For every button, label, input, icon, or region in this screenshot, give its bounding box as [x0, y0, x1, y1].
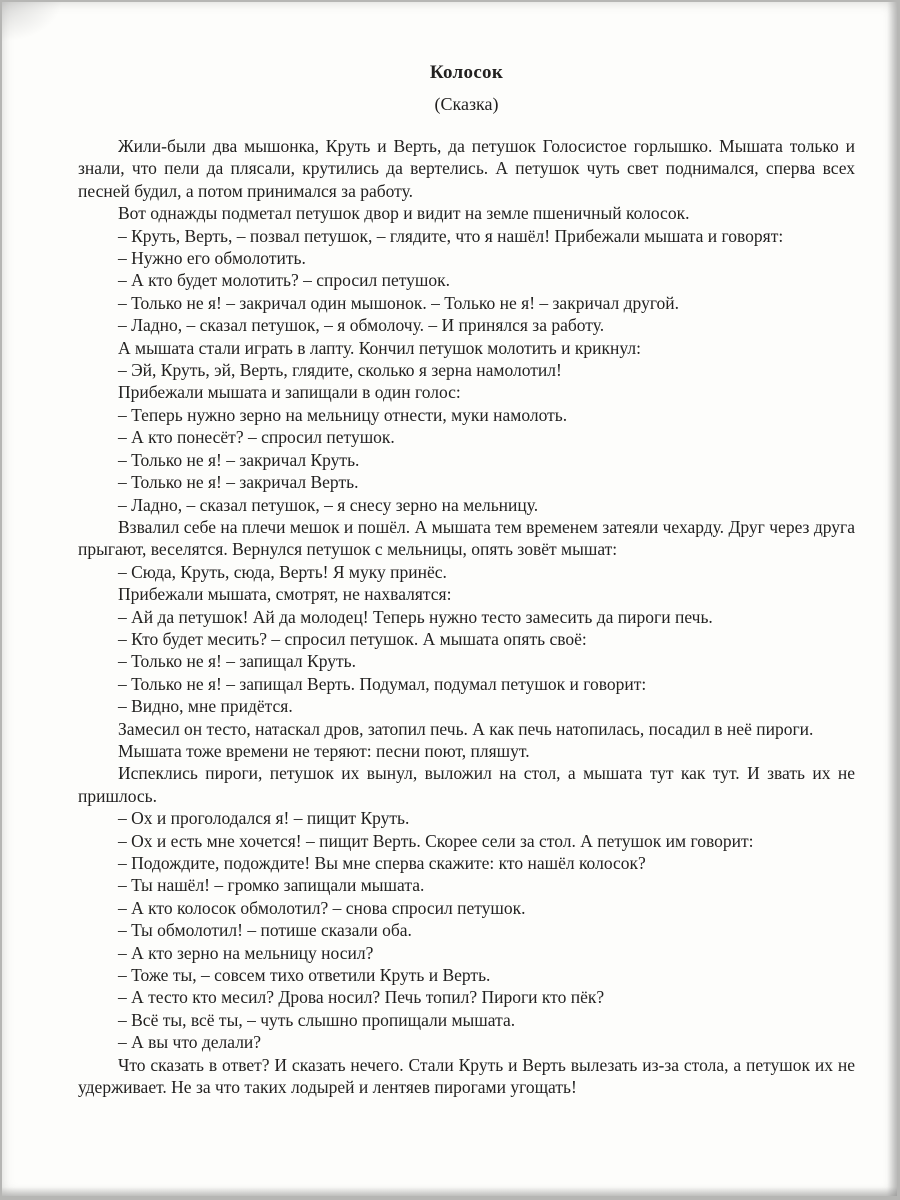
paragraph: – А кто зерно на мельницу носил?: [118, 942, 374, 963]
paragraph: – Только не я! – закричал Верть.: [118, 472, 359, 493]
paragraph: А мышата стали играть в лапту. Кончил петушок молотить и крикнул:: [118, 337, 641, 358]
paragraph: Испеклись пироги, петушок их вынул, выложил на стол, а мышата тут как тут. И звать их не пришлось.: [78, 763, 855, 806]
paragraph: – Ты нашёл! – громко запищали мышата.: [118, 875, 425, 896]
paragraph: – А кто понесёт? – спросил петушок.: [118, 427, 395, 448]
paragraph: Прибежали мышата, смотрят, не нахвалятся:: [118, 584, 452, 605]
paragraph: – Только не я! – запищал Верть. Подумал, подумал петушок и говорит:: [118, 673, 647, 694]
paragraph: Мышата тоже времени не теряют: песни поют, пляшут.: [118, 740, 530, 761]
story-subtitle: (Сказка): [434, 94, 499, 114]
paragraph: – А кто будет молотить? – спросил петушок.: [118, 270, 450, 291]
paragraph: Что сказать в ответ? И сказать нечего. Стали Круть и Верть вылезать из-за стола, а петушок их не удерживает. Не за что таких лодырей и лентяев пирогами угощать!: [78, 1054, 855, 1098]
paragraph: – А вы что делали?: [118, 1032, 262, 1053]
story-body: [78, 135, 855, 1098]
paragraph: – А тесто кто месил? Дрова носил? Печь топил? Пироги кто пёк?: [118, 987, 605, 1008]
paragraph: – Ох и есть мне хочется! – пищит Верть. Скорее сели за стол. А петушок им говорит:: [118, 830, 754, 851]
paragraph: – Ты обмолотил! – потише сказали оба.: [118, 920, 412, 941]
paragraph: – Ай да петушок! Ай да молодец! Теперь нужно тесто замесить да пироги печь.: [118, 606, 713, 627]
paragraph: Прибежали мышата и запищали в один голос:: [118, 382, 461, 403]
paragraph: – Нужно его обмолотить.: [118, 248, 306, 269]
paragraph: – Ох и проголодался я! – пищит Круть.: [118, 808, 410, 829]
paragraph: Жили-были два мышонка, Круть и Верть, да петушок Голосистое горлышко. Мышата только и знали, что пели да плясали, крутились да вертелись. А петушок чуть свет поднимался, сперва всех песней будил, а потом принимался за работу.: [78, 136, 855, 201]
paragraph: – Эй, Круть, эй, Верть, глядите, сколько я зерна намолотил!: [118, 360, 562, 381]
scanned-book-page: [2, 2, 897, 1196]
paragraph: – Теперь нужно зерно на мельницу отнести, муки намолоть.: [118, 404, 568, 425]
paragraph: – Круть, Верть, – позвал петушок, – глядите, что я нашёл! Прибежали мышата и говорят:: [118, 225, 784, 246]
paragraph: – Всё ты, всё ты, – чуть слышно пропищали мышата.: [118, 1009, 516, 1030]
paragraph: – Только не я! – закричал один мышонок. – Только не я! – закричал другой.: [118, 292, 680, 313]
paragraph: – Ладно, – сказал петушок, – я снесу зерно на мельницу.: [118, 494, 539, 515]
paragraph: – Подождите, подождите! Вы мне сперва скажите: кто нашёл колосок?: [118, 853, 646, 873]
paragraph: Взвалил себе на плечи мешок и пошёл. А мышата тем временем затеяли чехарду. Друг через друга прыгают, веселятся. Вернулся петушок с мельницы, опять зовёт мышат:: [78, 516, 855, 560]
paragraph: Вот однажды подметал петушок двор и видит на земле пшеничный колосок.: [118, 203, 690, 224]
story-title: Колосок: [429, 62, 504, 83]
paragraph: – Только не я! – закричал Круть.: [118, 449, 360, 470]
paragraph: – А кто колосок обмолотил? – снова спросил петушок.: [118, 897, 526, 918]
paragraph: – Видно, мне придётся.: [118, 696, 293, 717]
scan-bottom-edge-shadow: [2, 1187, 897, 1196]
paragraph: Замесил он тесто, натаскал дров, затопил печь. А как печь натопилась, посадил в неё пироги.: [118, 718, 814, 739]
paragraph: – Только не я! – запищал Круть.: [118, 651, 356, 672]
paragraph: – Сюда, Круть, сюда, Верть! Я муку принёс.: [118, 561, 447, 582]
paragraph: – Тоже ты, – совсем тихо ответили Круть и Верть.: [118, 965, 491, 986]
paragraph: – Кто будет месить? – спросил петушок. А мышата опять своё:: [118, 628, 587, 649]
paragraph: – Ладно, – сказал петушок, – я обмолочу. – И принялся за работу.: [118, 315, 605, 336]
page-content: [2, 2, 897, 1098]
